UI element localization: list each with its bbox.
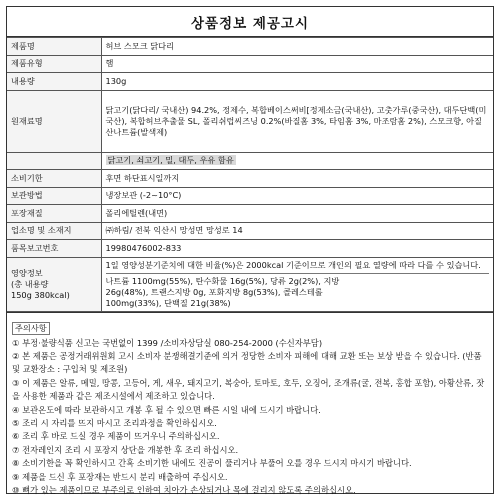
nutrition-line: 100mg(33%), 단백질 21g(38%) — [105, 297, 231, 308]
product-name-value: 허브 스모크 닭다리 — [101, 38, 493, 56]
caution-item: ④ 보관온도에 따라 보관하시고 개봉 후 될 수 있으면 빠른 시일 내에 드시기 바랍니다. — [12, 404, 321, 415]
caution-item: ⑧ 소비기한을 꼭 확인하시고 간혹 소비기한 내에도 진공이 풀리거나 부풀어 오를 경우 드시지 마시기 바랍니다. — [12, 458, 412, 469]
table-row — [7, 90, 493, 152]
nutrition-label-line: 영양정보 — [11, 267, 43, 278]
info-table — [7, 37, 493, 312]
row-label: 소비기한 — [7, 170, 101, 188]
storage-value: 냉장보관 (-2~10°C) — [101, 187, 493, 205]
allergen-notice: 닭고기, 쇠고기, 밀, 대두, 우유 함유 — [107, 155, 234, 166]
caution-item: ② 본 제품은 공정거래위원회 고시 소비자 분쟁해결기준에 의거 정당한 소비자 피해에 대해 교환 또는 보상 받을 수 있습니다. (반품 및 교환장소 : 구입처 및 제조원) — [12, 350, 482, 375]
ingredients-value — [101, 90, 493, 152]
row-label: 품목보고번호 — [7, 240, 101, 258]
caution-heading: 주의사항 — [12, 322, 50, 335]
table-row — [7, 152, 493, 170]
table-row — [7, 205, 493, 223]
nutrition-value — [101, 257, 493, 311]
nutrition-facts — [106, 274, 490, 309]
manufacturer-value: ㈜하림/ 전북 익산시 망성면 망성로 14 — [101, 222, 493, 240]
row-label: 포장재질 — [7, 205, 101, 223]
table-row — [7, 257, 493, 311]
nutrition-label-line: (총 내용량 — [11, 278, 49, 289]
sheet-title: 상품정보 제공고시 — [7, 7, 493, 37]
table-row — [7, 187, 493, 205]
net-weight-value: 130g — [101, 73, 493, 91]
row-label: 보관방법 — [7, 187, 101, 205]
allergen-cell — [101, 152, 493, 170]
caution-item: ③ 이 제품은 알류, 메밀, 땅콩, 고등어, 게, 새우, 돼지고기, 복숭아, 토마토, 호두, 오징어, 조개류(굴, 전복, 홍합 포함), 아황산류, 잣을 사용한 제품과 같은 제조시설에서 제조하고 있습니다. — [12, 377, 485, 402]
nutrition-line: 나트륨 1100mg(55%), 탄수화물 16g(5%), 당류 2g(2%), 지방 — [105, 275, 340, 286]
table-row — [7, 240, 493, 258]
row-label: 제품유형 — [7, 55, 101, 73]
caution-item: ⑩ 뼈가 있는 제품이므로 부주의로 인하여 치아가 손상되거나 목에 걸리지 않도록 주의하십시오. — [12, 484, 356, 495]
row-label: 원재료명 — [7, 90, 101, 152]
row-label — [7, 152, 101, 170]
nutrition-note: 1일 영양성분기준치에 대한 비율(%)은 2000kcal 기준이므로 개인의 필요 열량에 따라 다를 수 있습니다. — [106, 259, 490, 274]
caution-item: ⑤ 조리 시 자리를 뜨지 마시고 조리과정을 확인하십시오. — [12, 417, 217, 428]
product-info-sheet — [6, 6, 494, 494]
table-row — [7, 170, 493, 188]
report-number-value: 19980476002-833 — [101, 240, 493, 258]
row-label: 내용량 — [7, 73, 101, 91]
caution-item: ⑥ 조리 후 바로 드실 경우 제품이 뜨거우니 주의하십시오. — [12, 431, 220, 442]
ingredients-text: 닭고기(닭다리/ 국내산) 94.2%, 정제수, 복합베이스써비[정제소금(국내산), 고춧가루(중국산), 대두단백(미국산), 복합허브추출물 SL, 폴리쉬럽씨즈닝 0.2%(바질홈 3%, 타임홈 3%, 마조람홈 2%), 스모크향, 아질산나트륨(발색제) — [105, 104, 487, 137]
nutrition-label — [7, 257, 101, 311]
table-row — [7, 222, 493, 240]
nutrition-line: 26g(48%), 트랜스지방 0g, 포화지방 8g(53%), 콜레스테롤 — [105, 286, 323, 297]
expiry-value: 후면 하단표시일까지 — [101, 170, 493, 188]
caution-item: ① 부정·불량식품 신고는 국번없이 1399 /소비자상담실 080-254-2000 (수신자부담) — [12, 337, 323, 348]
row-label: 업소명 및 소재지 — [7, 222, 101, 240]
table-row — [7, 73, 493, 91]
product-type-value: 햄 — [101, 55, 493, 73]
nutrition-label-line: 150g 380kcal) — [11, 289, 70, 300]
table-row — [7, 38, 493, 56]
caution-item: ⑦ 전자레인지 조리 시 포장지 상단을 개봉한 후 조리 하십시오. — [12, 444, 239, 455]
table-row — [7, 55, 493, 73]
packaging-value: 폴리에틸렌(내면) — [101, 205, 493, 223]
row-label: 제품명 — [7, 38, 101, 56]
caution-section — [7, 312, 493, 500]
caution-item: ⑨ 제품을 드신 후 포장재는 반드시 분리 배출하여 주십시오. — [12, 471, 228, 482]
